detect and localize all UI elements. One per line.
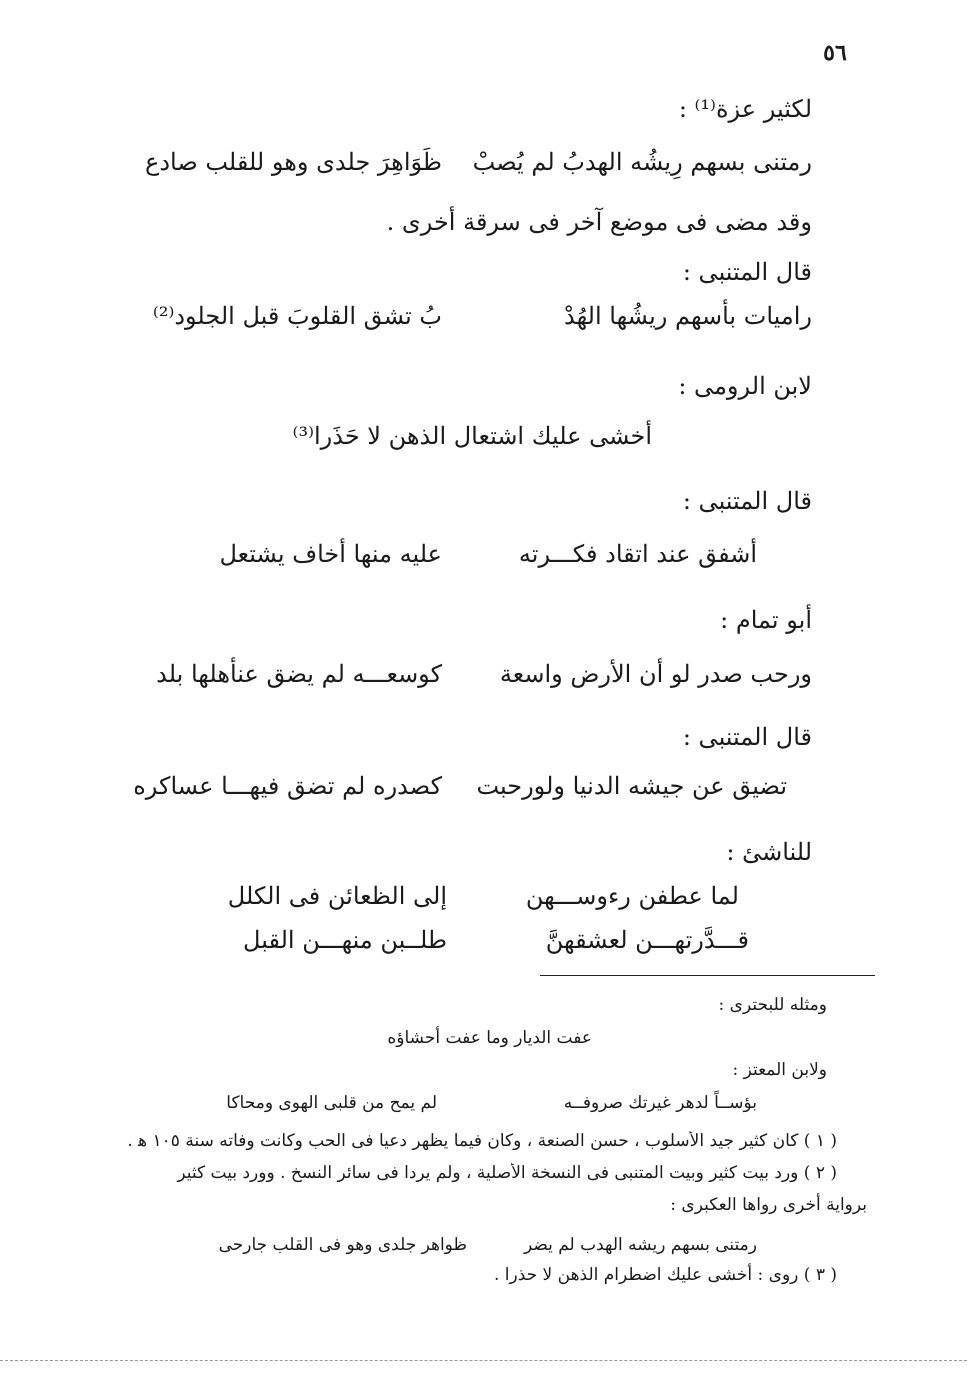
verse-4-second-hemistich: عليه منها أخاف يشتعل <box>219 540 442 568</box>
heading-mutanabbi-1: قال المتنبى : <box>682 258 812 286</box>
heading-mutanabbi-2: قال المتنبى : <box>682 487 812 515</box>
footnote-verse-buhturi: عفت الديار وما عفت أحشاؤه <box>387 1028 592 1048</box>
footnote-verse-second-hemistich: لم يمح من قلبى الهوى ومحاكا <box>226 1093 437 1113</box>
heading-al-nashi: للناشئ : <box>726 838 812 866</box>
verse-7b-first-hemistich: قـــدَّرتهـــن لعشقهنَّ <box>545 926 749 954</box>
footnote-heading-ibn-al-mutazz: ولابن المعتز : <box>732 1060 827 1080</box>
verse-1-first-hemistich: رمتنى بسهم رِيشُه الهدبُ لم يُصبْ <box>472 148 812 176</box>
paragraph-note: وقد مضى فى موضع آخر فى سرقة أخرى . <box>386 208 812 236</box>
footnote-divider <box>540 975 875 976</box>
verse-1-second-hemistich: ظَوَاهِرَ جلدى وهو للقلب صادع <box>145 148 442 176</box>
footnote-2-continuation: برواية أخرى رواها العكبرى : <box>670 1195 867 1215</box>
footnote-2: ( ٢ ) ورد بيت كثير وبيت المتنبى فى النسخة الأصلية ، ولم يردا فى سائر النسخ . وورد بيت كثير <box>177 1163 837 1183</box>
verse-2-second-hemistich: بُ تشق القلوبَ قبل الجلود⁽²⁾ <box>152 302 442 330</box>
footnote-verse-first-hemistich: بؤســاً لدهر غيرتك صروفــه <box>563 1093 757 1113</box>
heading-ibn-al-rumi: لابن الرومى : <box>678 372 812 400</box>
verse-2-first-hemistich: راميات بأسهم ريشُها الهُدْ <box>564 302 812 330</box>
footnote-2-verse-second-hemistich: ظواهر جلدى وهو فى القلب جارحى <box>218 1235 467 1255</box>
footnote-heading-buhturi: ومثله للبحترى : <box>718 995 827 1015</box>
verse-4-first-hemistich: أشفق عند اتقاد فكـــرته <box>518 540 757 568</box>
verse-3: أخشى عليك اشتعال الذهن لا حَذَرا⁽³⁾ <box>292 422 652 450</box>
verse-7a-first-hemistich: لما عطفن رءوســـهن <box>525 882 739 910</box>
verse-7b-second-hemistich: طلــبن منهـــن القبل <box>243 926 447 954</box>
verse-5-first-hemistich: ورحب صدر لو أن الأرض واسعة <box>499 660 812 688</box>
heading-abu-tammam: أبو تمام : <box>720 606 812 634</box>
footnote-2-verse-first-hemistich: رمتنى بسهم ريشه الهدب لم يضر <box>523 1235 757 1255</box>
verse-7a-second-hemistich: إلى الظعائن فى الكلل <box>227 882 447 910</box>
scan-edge <box>0 1360 967 1361</box>
footnote-3: ( ٣ ) روى : أخشى عليك اضطرام الذهن لا حذرا . <box>493 1265 837 1285</box>
heading-mutanabbi-3: قال المتنبى : <box>682 723 812 751</box>
footnote-1: ( ١ ) كان كثير جيد الأسلوب ، حسن الصنعة ، وكان فيما يظهر دعيا فى الحب وكانت وفاته سنة ١٠٥ ﻫ . <box>127 1131 837 1151</box>
verse-5-second-hemistich: كوسعـــه لم يضق عنأهلها بلد <box>156 660 442 688</box>
verse-6-first-hemistich: تضيق عن جيشه الدنيا ولورحبت <box>476 772 787 800</box>
page-number: ٥٦ <box>823 40 847 66</box>
verse-6-second-hemistich: كصدره لم تضق فيهـــا عساكره <box>133 772 442 800</box>
heading-kuthayyir: لكثير عزة⁽¹⁾ : <box>678 95 812 123</box>
